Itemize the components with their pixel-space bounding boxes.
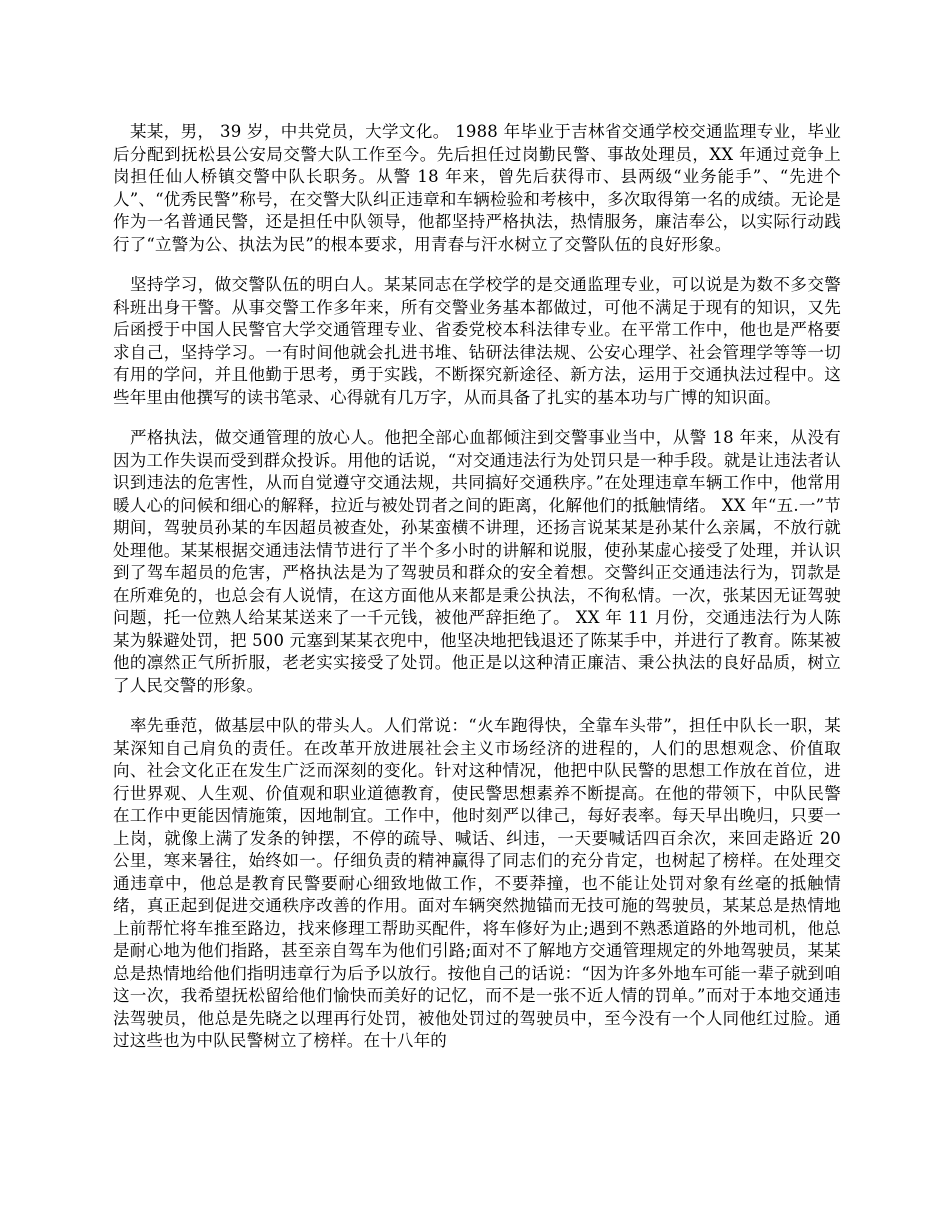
document-body — [113, 121, 841, 1071]
paragraph-leadership: 率先垂范，做基层中队的带头人。人们常说：“火车跑得快，全靠车头带”，担任中队长一职，某某深知自己肩负的责任。在改革开放进展社会主义市场经济的进程的，人们的思想观念、价值取向、社会文化正在发生广泛而深刻的变化。针对这种情况，他把中队民警的思想工作放在首位，进行世界观、人生观、价值观和职业道德教育，使民警思想素养不断提高。在他的带领下，中队民警在工作中更能因情施策，因地制宜。工作中，他时刻严以律己，每好表率。每天早出晚归，只要一上岗，就像上满了发条的钟摆，不停的疏导、喊话、纠违，一天要喊话四百余次，来回走路近 20 公里，寒来暑往，始终如一。仔细负责的精神赢得了同志们的充分肯定，也树起了榜样。在处理交通违章中，他总是教育民警要耐心细致地做工作，不要莽撞，也不能让处罚对象有丝毫的抵触情绪，真正起到促进交通秩序改善的作用。面对车辆突然抛锚而无技可施的驾驶员，某某总是热情地上前帮忙将车推至路边，找来修理工帮助买配件，将车修好为止;遇到不熟悉道路的外地司机，他总是耐心地为他们指路，甚至亲自驾车为他们引路;面对不了解地方交通管理规定的外地驾驶员，某某总是热情地给他们指明违章行为后予以放行。按他自己的话说：“因为许多外地车可能一辈子就到咱这一次，我希望抚松留给他们愉快而美好的记忆，而不是一张不近人情的罚单。”而对于本地交通违法驾驶员，他总是先晓之以理再行处罚，被他处罚过的驾驶员中，至今没有一个人同他红过脸。通过这些也为中队民警树立了榜样。在十八年的 — [113, 716, 841, 1050]
paragraph-law-enforcement: 严格执法，做交通管理的放心人。他把全部心血都倾注到交警事业当中，从警 18 年来，从没有因为工作失误而受到群众投诉。用他的话说，“对交通违法行为处罚只是一种手段。就是让违法者认识到违法的危害性，从而自觉遵守交通法规，共同搞好交通秩序。”在处理违章车辆工作中，他常用暖人心的问候和细心的解释，拉近与被处罚者之间的距离，化解他们的抵触情绪。 XX 年“五.一”节期间，驾驶员孙某的车因超员被查处，孙某蛮横不讲理，还扬言说某某是孙某什么亲属，不放行就处理他。某某根据交通违法情节进行了半个多小时的讲解和说服，使孙某虚心接受了处理，并认识到了驾车超员的危害，严格执法是为了驾驶员和群众的安全着想。交警纠正交通违法行为，罚款是在所难免的，也总会有人说情，在这方面他从来都是秉公执法，不徇私情。一次，张某因无证驾驶问题，托一位熟人给某某送来了一千元钱，被他严辞拒绝了。 XX 年 11 月份，交通违法行为人陈某为躲避处罚，把 500 元塞到某某衣兜中，他坚决地把钱退还了陈某手中，并进行了教育。陈某被他的凛然正气所折服，老老实实接受了处罚。他正是以这种清正廉洁、秉公执法的良好品质，树立了人民交警的形象。 — [113, 428, 841, 695]
paragraph-study: 坚持学习，做交警队伍的明白人。某某同志在学校学的是交通监理专业，可以说是为数不多交警科班出身干警。从事交警工作多年来，所有交警业务基本都做过，可他不满足于现有的知识，又先后函授于中国人民警官大学交通管理专业、省委党校本科法律专业。在平常工作中，他也是严格要求自己，坚持学习。一有时间他就会扎进书堆、钻研法律法规、公安心理学、社会管理学等等一切有用的学问，并且他勤于思考，勇于实践，不断探究新途径、新方法，运用于交通执法过程中。这些年里由他撰写的读书笔录、心得就有几万字，从而具备了扎实的基本功与广博的知识面。 — [113, 275, 841, 407]
paragraph-intro: 某某，男， 39 岁，中共党员，大学文化。 1988 年毕业于吉林省交通学校交通监理专业，毕业后分配到抚松县公安局交警大队工作至今。先后担任过岗勤民警、事故处理员，XX 年通过竞争上岗担任仙人桥镇交警中队长职务。从警 18 年来，曾先后获得市、县两级“业务能手”、“先进个人”、“优秀民警”称号，在交警大队纠正违章和车辆检验和考核中，多次取得第一名的成绩。无论是作为一名普通民警，还是担任中队领导，他都坚持严格执法，热情服务，廉洁奉公，以实际行动践行了“立警为公、执法为民”的根本要求，用青春与汗水树立了交警队伍的良好形象。 — [113, 122, 841, 254]
